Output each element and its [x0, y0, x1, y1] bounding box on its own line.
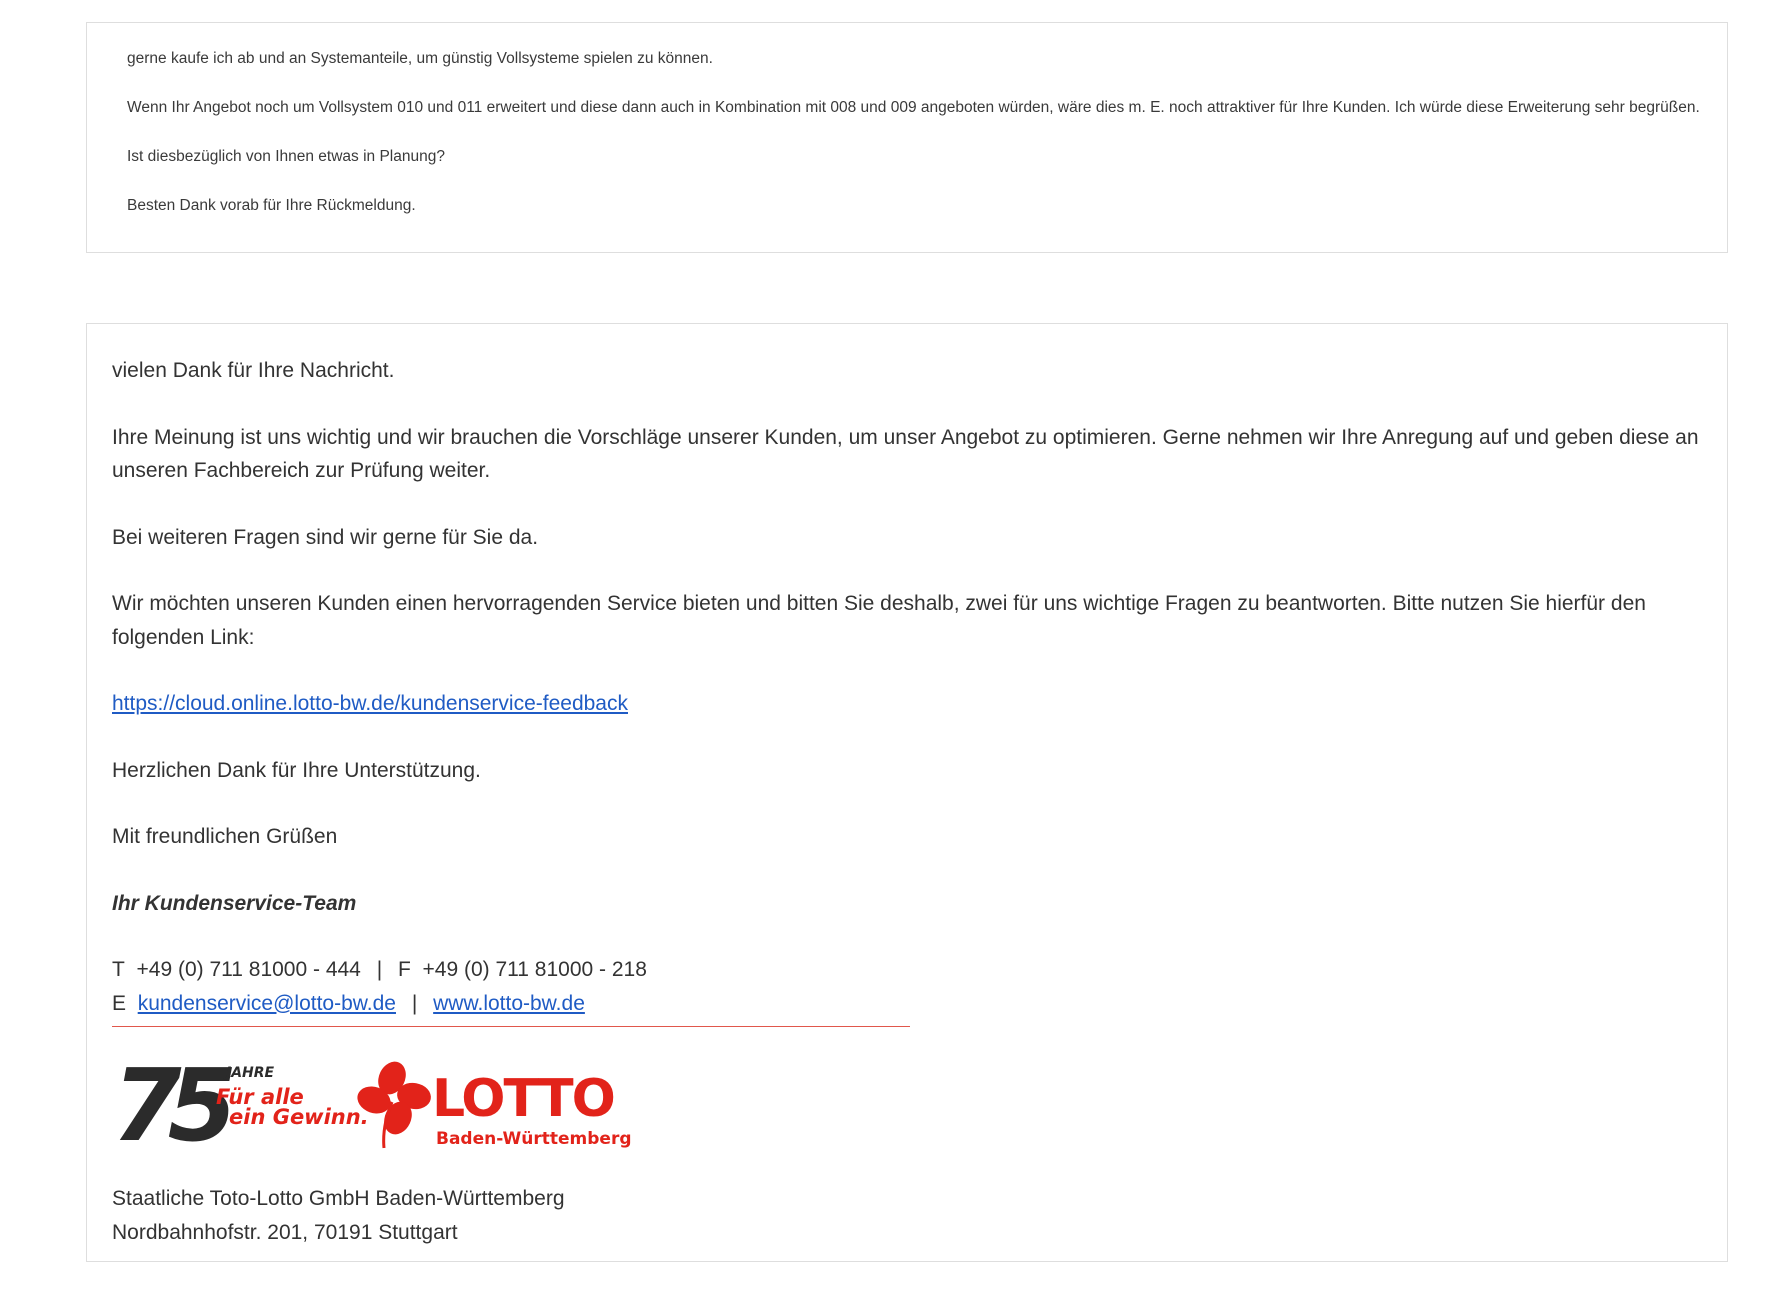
anniversary-jahre: JAHRE — [226, 1065, 275, 1081]
fax-number: +49 (0) 711 81000 - 218 — [422, 958, 647, 981]
email-link[interactable]: kundenservice@lotto-bw.de — [137, 991, 396, 1015]
separator: | — [376, 958, 383, 981]
anniversary-tagline-2: ein Gewinn. — [229, 1105, 369, 1129]
signature-divider — [112, 1026, 910, 1027]
anniversary-number: 75 — [112, 1047, 224, 1164]
reply-thanks: Herzlichen Dank für Ihre Unterstützung. — [112, 758, 481, 782]
reply-paragraph: Bei weiteren Fragen sind wir gerne für Sie da. — [112, 525, 539, 549]
fax-label: F — [398, 958, 411, 981]
phone-label: T — [112, 958, 125, 981]
phone-number: +49 (0) 711 81000 - 444 — [136, 958, 361, 981]
company-name: Staatliche Toto-Lotto GmbH Baden-Württemberg — [112, 1187, 565, 1210]
signature-logos — [112, 1047, 1705, 1164]
reply-paragraph: Wir möchten unseren Kunden einen hervorragenden Service bieten und bitten Sie deshalb, zwei für uns wichtige Fragen zu beantworten. Bitte nutzen Sie hierfür den folgenden Link: — [112, 592, 1646, 649]
anniversary-75-logo — [112, 1047, 369, 1164]
reply-greeting: vielen Dank für Ihre Nachricht. — [112, 359, 395, 382]
lotto-region: Baden-Württemberg — [436, 1129, 632, 1149]
separator: | — [411, 991, 418, 1015]
quote-line: Ist diesbezüglich von Ihnen etwas in Planung? — [127, 148, 445, 165]
reply-message — [86, 323, 1728, 1262]
quote-line: Wenn Ihr Angebot noch um Vollsystem 010 und 011 erweitert und diese dann auch in Kombination mit 008 und 009 angeboten würden, wäre dies m. E. noch attraktiver für Ihre Kunden. Ich würde diese Erweiterung sehr begrüßen. — [127, 99, 1700, 116]
website-link[interactable]: www.lotto-bw.de — [433, 991, 585, 1015]
email-label: E — [112, 991, 127, 1015]
feedback-link-row — [112, 687, 1705, 721]
lotto-bw-logo — [360, 1056, 632, 1152]
cloverleaf-icon — [354, 1057, 433, 1148]
quote-line: gerne kaufe ich ab und an Systemanteile, um günstig Vollsysteme spielen zu können. — [127, 50, 713, 67]
lotto-wordmark: LOTTO — [432, 1069, 614, 1129]
reply-paragraph: Ihre Meinung ist uns wichtig und wir brauchen die Vorschläge unserer Kunden, um unser Angebot zu optimieren. Gerne nehmen wir Ihre Anregung auf und geben diese an unseren Fachbereich zur Prüfung weiter. — [112, 425, 1699, 482]
contact-phone-row — [112, 953, 1705, 987]
company-street: Nordbahnhofstr. 201, 70191 Stuttgart — [112, 1220, 458, 1244]
quoted-message — [86, 22, 1728, 253]
contact-email-row — [112, 987, 1705, 1021]
quote-line: Besten Dank vorab für Ihre Rückmeldung. — [127, 197, 416, 214]
contact-block — [112, 953, 1705, 1020]
anniversary-tagline-1: Für alle — [216, 1085, 304, 1109]
company-address — [112, 1182, 1705, 1249]
feedback-link[interactable]: https://cloud.online.lotto-bw.de/kundenservice-feedback — [112, 692, 628, 715]
reply-closing: Mit freundlichen Grüßen — [112, 825, 338, 848]
signature-team: Ihr Kundenservice-Team — [112, 891, 357, 915]
